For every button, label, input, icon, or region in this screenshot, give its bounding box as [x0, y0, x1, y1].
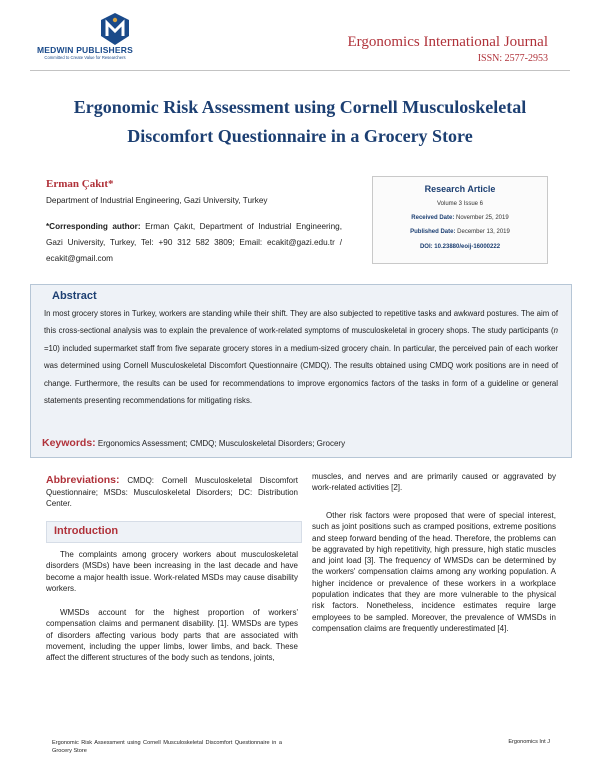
article-type: Research Article [424, 184, 496, 194]
published-label: Published Date: [410, 229, 456, 235]
header-divider [30, 70, 570, 71]
doi[interactable] [373, 244, 547, 250]
footer-article-title: Ergonomic Risk Assessment using Cornell Musculoskeletal Discomfort Questionnaire in a Grocery Store [52, 740, 282, 754]
abbreviations [46, 475, 298, 510]
introduction-heading: Introduction [54, 525, 119, 537]
volume-issue: Volume 3 Issue 6 [436, 201, 484, 207]
corresponding-label: *Corresponding author: [46, 222, 141, 231]
article-title [40, 93, 560, 151]
intro-paragraph-4: Other risk factors were proposed that were of special interest, such as joint positions such as cramped positions, extreme positions and steep forward bending of the head. Therefore, the problems can be aggravated by high repetitivity, high pressure, high static muscles and joint load [3]. The frequency of WMSDs can be determined by the workers' compensation claims among any working population. A higher incidence or prevalence of these workers in a workplace population indicates that they are more vulnerable to the physical risk factors. Nonetheless, incidence estimates require large employees to be sampled. Moreover, the prevalence of WMSDs in compensation claims are frequently underestimated [4]. [312, 511, 556, 633]
abbreviations-text: CMDQ: Cornell Musculoskeletal Discomfort Questionnaire; MSDs: Musculoskeletal Disorders; DC: Distribution Center. [46, 476, 298, 508]
keywords-label: Keywords: [42, 437, 96, 449]
publisher-logo [30, 12, 140, 62]
title-line-2: Discomfort Questionnaire in a Grocery Store [127, 126, 473, 146]
intro-paragraph-2: WMSDs account for the highest proportion of workers' compensation claims and permanent disability. [1]. WMSDs are types of disorders affecting various body parts that are associated with movement, including the upper limbs, lower limbs, and back. These affect the different structures of the body such as tendons, joints, [46, 608, 298, 663]
intro-paragraph-3: muscles, and nerves and are primarily caused or aggravated by work-related activities [2]. [312, 472, 556, 493]
received-value: November 25, 2019 [454, 215, 509, 221]
abstract-text-part-2: =10) included supermarket staff from five separate grocery stores in a medium-sized grocery chain. In particular, the perceived pain of each worker was determined using Cornell Musculoskeletal Discomfort Questionnaire (CMDQ). The results obtained using CMDQ work positions are in need of change. Furthermore, the results can be used for recommendations to improve ergonomics factors of the tasks in form of a guideline or general statements presenting recommendations for mitigating risks. [44, 343, 558, 406]
article-info-box [372, 176, 548, 264]
publisher-tagline: Committed to Create Value for Researchers [44, 55, 126, 60]
received-date [373, 215, 547, 221]
corresponding-details: Erman Çakıt, Department of Industrial Engineering, Gazi University, Turkey, Tel: +90 312 582 3809; Email: ecakit@gazi.edu.tr / ecakit@gmail.com [46, 222, 342, 263]
abstract-heading: Abstract [52, 290, 97, 302]
medwin-logo-icon [98, 12, 132, 46]
corresponding-author [46, 219, 342, 267]
footer-journal-abbrev: Ergonomics Int J [508, 739, 550, 745]
received-label: Received Date: [411, 215, 455, 221]
journal-name[interactable]: Ergonomics International Journal [347, 34, 548, 50]
published-value: December 13, 2019 [455, 229, 510, 235]
doi-value[interactable]: 10.23880/eoij-16000222 [432, 244, 501, 250]
doi-label: DOI: [419, 244, 433, 250]
keywords-text: Ergonomics Assessment; CMDQ; Musculoskeletal Disorders; Grocery [95, 439, 346, 448]
published-date [373, 229, 547, 235]
author-name: Erman Çakıt* [46, 178, 114, 190]
publisher-name: MEDWIN PUBLISHERS [37, 45, 133, 55]
author-affiliation: Department of Industrial Engineering, Gazi University, Turkey [46, 196, 268, 205]
abstract-n-symbol: n [553, 326, 558, 336]
abstract-text [44, 305, 558, 409]
keywords [42, 437, 345, 449]
abbreviations-label: Abbreviations: [46, 474, 120, 486]
abstract-text-part-1: In most grocery stores in Turkey, workers are standing while their shift. They are also subjected to repetitive tasks and awkward postures. The aim of this cross-sectional analysis was to explain the prevalence of work-related symptoms of musculoskeletal in grocery shops. The study participants ( [44, 309, 558, 336]
title-line-1: Ergonomic Risk Assessment using Cornell Musculoskeletal [73, 97, 527, 117]
journal-issn: ISSN: 2577-2953 [477, 53, 548, 64]
intro-paragraph-1: The complaints among grocery workers about musculoskeletal disorders (MSDs) have been increasing in the last decade and have become a major health issue. Work-related MSDs may cause disability workers. [46, 550, 298, 593]
